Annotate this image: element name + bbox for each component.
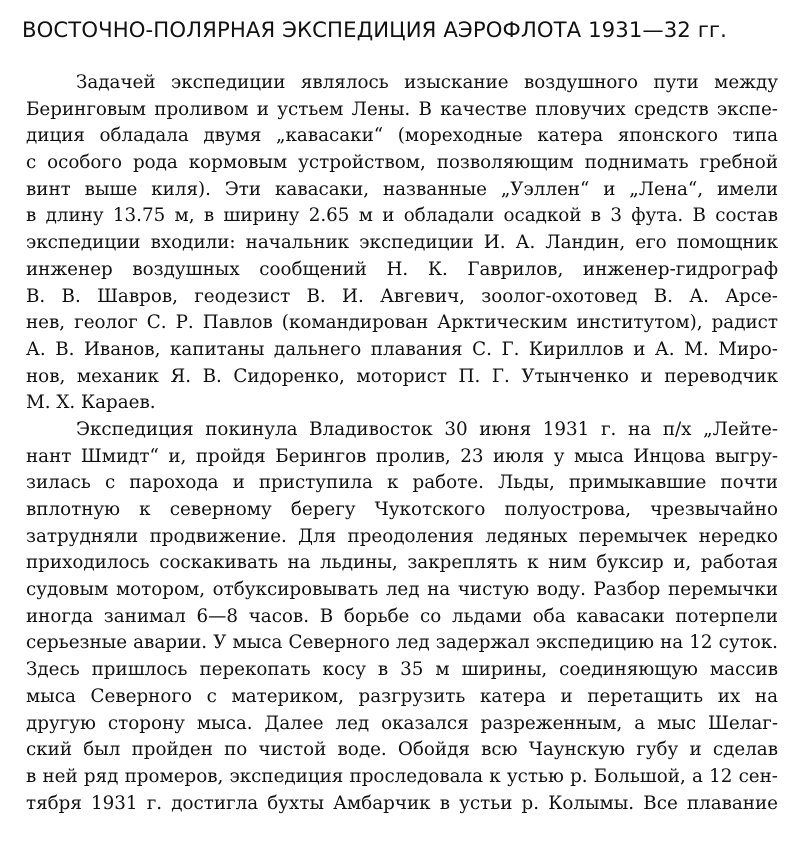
text-line: М. Х. Караев. <box>26 392 156 414</box>
text-line: другую сторону мыса. Далее лед оказался разреженным, а мыс Шелаг- <box>26 712 778 734</box>
page-heading: ВОСТОЧНО-ПОЛЯРНАЯ ЭКСПЕДИЦИЯ АЭРОФЛОТА 1931—32 гг. <box>22 17 727 42</box>
text-line: В. В. Шавров, геодезист В. И. Авгевич, зоолог-охотовед В. А. Арсе- <box>26 285 778 307</box>
text-line: затрудняли продвижение. Для преодоления ледяных перемычек нередко <box>26 525 778 547</box>
text-line: А. В. Иванов, капитаны дальнего плавания С. Г. Кириллов и А. М. Миро- <box>26 338 778 360</box>
text-line: тября 1931 г. достигла бухты Амбарчик в устьи р. Колымы. Все плавание <box>26 792 778 814</box>
text-line: нов, механик Я. В. Сидоренко, моторист П. Г. Утынченко и переводчик <box>26 365 778 387</box>
text-line: серьезные аварии. У мыса Северного лед задержал экспедицию на 12 суток. <box>26 632 778 654</box>
text-line: мыса Северного с материком, разгрузить катера и перетащить их на <box>26 685 778 707</box>
text-line: в длину 13.75 м, в ширину 2.65 м и обладали осадкой в 3 фута. В состав <box>26 205 778 227</box>
text-line: с особого рода кормовым устройством, позволяющим поднимать гребной <box>26 152 778 174</box>
text-line: Беринговым проливом и устьем Лены. В качестве пловучих средств экспе- <box>26 98 778 120</box>
text-line: диция обладала двумя „кавасаки“ (мореходные катера японского типа <box>26 125 778 147</box>
text-line: иногда занимал 6—8 часов. В борьбе со льдами оба кавасаки потерпели <box>26 605 778 627</box>
text-line: в ней ряд промеров, экспедиция проследовала к устью р. Большой, а 12 сен- <box>26 765 778 787</box>
text-line: Экспедиция покинула Владивосток 30 июня 1931 г. на п/х „Лейте- <box>76 418 778 440</box>
text-line: вплотную к северному берегу Чукотского полуострова, чрезвычайно <box>26 499 778 520</box>
text-line: судовым мотором, отбуксировывать лед на чистую воду. Разбор перемычки <box>26 579 778 601</box>
text-line: Здесь пришлось перекопать косу в 35 м ширины, соединяющую массив <box>26 659 778 681</box>
text-line: зилась с парохода и приступила к работе. Льды, примыкавшие почти <box>26 472 778 494</box>
text-line: Задачей экспедиции являлось изыскание воздушного пути между <box>76 72 778 93</box>
text-line: экспедиции входили: начальник экспедиции И. А. Ландин, его помощник <box>26 232 778 254</box>
text-line: нант Шмидт“ и, пройдя Берингов пролив, 23 июля у мыса Инцова выгру- <box>26 445 778 467</box>
body-text <box>26 70 778 817</box>
text-line: инженер воздушных сообщений Н. К. Гаврилов, инженер-гидрограф <box>26 258 778 280</box>
text-line: винт выше киля). Эти кавасаки, названные „Уэллен“ и „Лена“, имели <box>26 178 778 200</box>
text-line: нев, геолог С. Р. Павлов (командирован Арктическим институтом), радист <box>26 312 778 334</box>
text-line: ский был пройден по чистой воде. Обойдя всю Чаунскую губу и сделав <box>26 739 778 761</box>
text-line: приходилось соскакивать на льдины, закреплять к ним буксир и, работая <box>26 552 778 574</box>
